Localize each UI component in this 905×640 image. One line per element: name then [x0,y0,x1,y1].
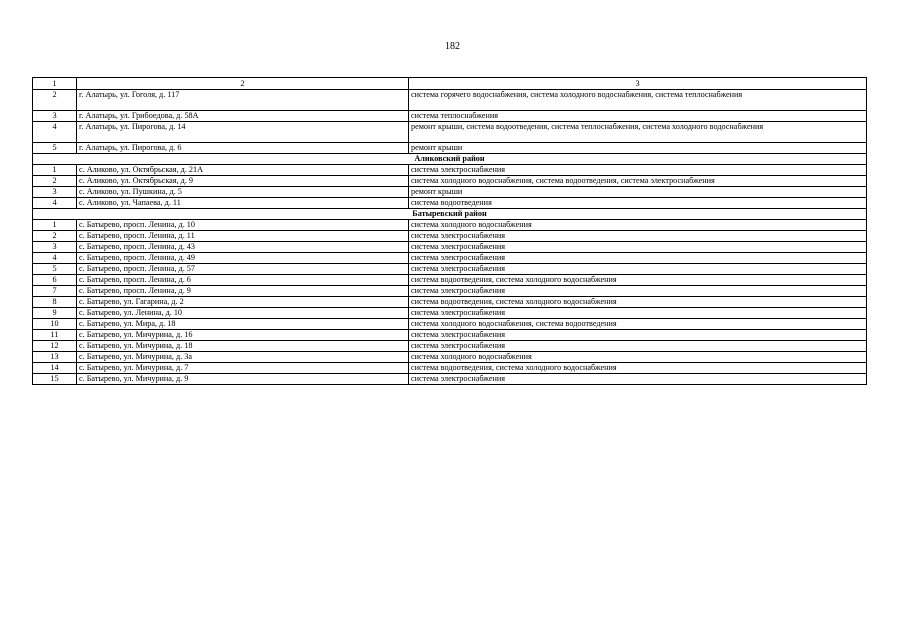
row-number: 13 [33,352,77,363]
row-work-type: система электроснабжения [409,231,867,242]
row-work-type: система электроснабжения [409,341,867,352]
table-row [33,220,867,231]
row-work-type: система водоотведения [409,198,867,209]
header-col-3: 3 [409,78,867,90]
row-work-type: система электроснабжения [409,286,867,297]
row-address: с. Батырево, ул. Гагарина, д. 2 [77,297,409,308]
row-number: 2 [33,90,77,111]
table-row [33,176,867,187]
row-number: 5 [33,264,77,275]
header-col-1: 1 [33,78,77,90]
row-address: с. Батырево, ул. Мичурина, д. 9 [77,374,409,385]
row-number: 10 [33,319,77,330]
table-row [33,198,867,209]
row-number: 4 [33,122,77,143]
row-work-type: система электроснабжения [409,264,867,275]
table-row [33,374,867,385]
row-address: с. Батырево, просп. Ленина, д. 57 [77,264,409,275]
table-row [33,242,867,253]
row-work-type: система горячего водоснабжения, система холодного водоснабжения, система теплоснабжения [409,90,867,111]
table-row [33,297,867,308]
row-number: 8 [33,297,77,308]
district-heading-row [33,209,867,220]
table-row [33,341,867,352]
works-table [32,77,867,385]
row-address: с. Батырево, ул. Мира, д. 18 [77,319,409,330]
table-body [33,78,867,385]
row-work-type: система электроснабжения [409,165,867,176]
row-address: с. Батырево, просп. Ленина, д. 49 [77,253,409,264]
row-work-type: система холодного водоснабжения [409,220,867,231]
row-address: с. Аликово, ул. Октябрьская, д. 9 [77,176,409,187]
row-number: 15 [33,374,77,385]
row-address: г. Алатырь, ул. Гоголя, д. 117 [77,90,409,111]
table-row [33,275,867,286]
page-number: 182 [445,41,460,52]
header-col-2: 2 [77,78,409,90]
row-work-type: система электроснабжения [409,253,867,264]
row-address: с. Батырево, ул. Мичурина, д. 16 [77,330,409,341]
row-address: с. Батырево, просп. Ленина, д. 10 [77,220,409,231]
row-number: 2 [33,231,77,242]
row-address: г. Алатырь, ул. Пирогова, д. 6 [77,143,409,154]
row-address: с. Батырево, просп. Ленина, д. 11 [77,231,409,242]
row-address: с. Батырево, ул. Ленина, д. 10 [77,308,409,319]
row-work-type: система холодного водоснабжения, система водоотведения [409,319,867,330]
row-work-type: система электроснабжения [409,330,867,341]
row-address: с. Батырево, просп. Ленина, д. 6 [77,275,409,286]
row-address: с. Батырево, ул. Мичурина, д. 18 [77,341,409,352]
row-number: 1 [33,220,77,231]
row-work-type: ремонт крыши [409,187,867,198]
row-number: 9 [33,308,77,319]
district-heading: Аликовский район [33,154,867,165]
table-row [33,253,867,264]
row-address: г. Алатырь, ул. Пирогова, д. 14 [77,122,409,143]
district-heading: Батыревский район [33,209,867,220]
table-row [33,330,867,341]
row-number: 11 [33,330,77,341]
table-row [33,187,867,198]
row-work-type: ремонт крыши, система водоотведения, система теплоснабжения, система холодного водоснабжения [409,122,867,143]
table-row [33,231,867,242]
table-row [33,122,867,143]
row-work-type: система электроснабжения [409,374,867,385]
row-address: с. Батырево, просп. Ленина, д. 43 [77,242,409,253]
table-row [33,165,867,176]
row-number: 3 [33,187,77,198]
district-heading-row [33,154,867,165]
row-address: г. Алатырь, ул. Грибоедова, д. 58А [77,111,409,122]
row-number: 6 [33,275,77,286]
row-work-type: система электроснабжения [409,242,867,253]
row-address: с. Аликово, ул. Октябрьская, д. 21А [77,165,409,176]
row-work-type: система холодного водоснабжения [409,352,867,363]
row-work-type: система холодного водоснабжения, система водоотведения, система электроснабжения [409,176,867,187]
table-row [33,111,867,122]
table-row [33,319,867,330]
row-number: 12 [33,341,77,352]
row-number: 3 [33,242,77,253]
row-number: 14 [33,363,77,374]
row-number: 3 [33,111,77,122]
row-number: 1 [33,165,77,176]
table-row [33,308,867,319]
row-address: с. Аликово, ул. Пушкина, д. 5 [77,187,409,198]
row-address: с. Батырево, ул. Мичурина, д. 3а [77,352,409,363]
row-work-type: система электроснабжения [409,308,867,319]
table-row [33,143,867,154]
table-row [33,264,867,275]
table-row [33,352,867,363]
row-number: 7 [33,286,77,297]
table-header-row [33,78,867,90]
row-work-type: система теплоснабжения [409,111,867,122]
row-address: с. Батырево, ул. Мичурина, д. 7 [77,363,409,374]
row-number: 5 [33,143,77,154]
row-work-type: система водоотведения, система холодного водоснабжения [409,297,867,308]
row-work-type: система водоотведения, система холодного водоснабжения [409,275,867,286]
table-row [33,286,867,297]
table-row [33,90,867,111]
row-work-type: система водоотведения, система холодного водоснабжения [409,363,867,374]
row-number: 4 [33,253,77,264]
row-work-type: ремонт крыши [409,143,867,154]
row-number: 4 [33,198,77,209]
row-number: 2 [33,176,77,187]
row-address: с. Аликово, ул. Чапаева, д. 11 [77,198,409,209]
row-address: с. Батырево, просп. Ленина, д. 9 [77,286,409,297]
table-row [33,363,867,374]
